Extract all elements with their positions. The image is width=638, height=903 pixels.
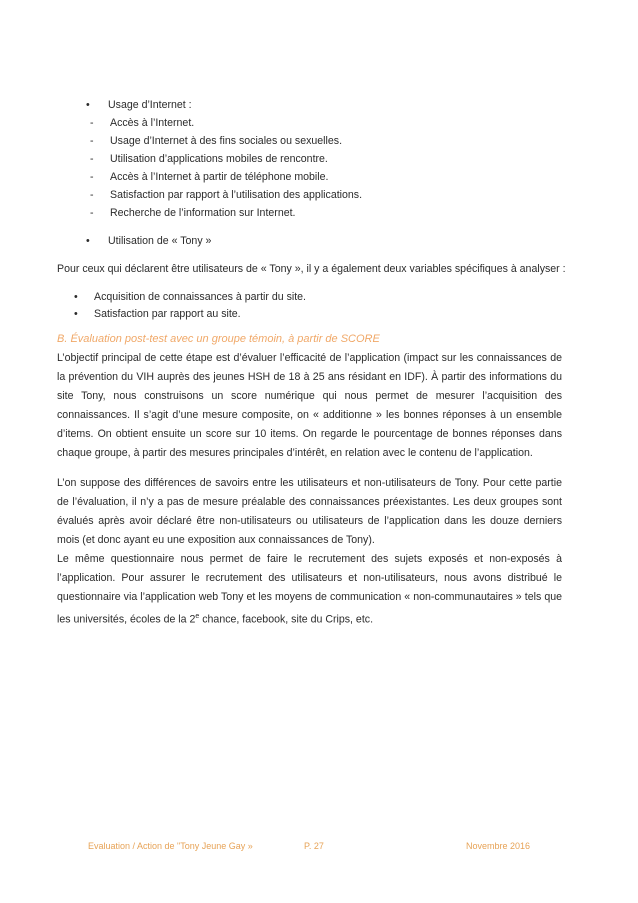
list-item-text: Accès à l’Internet à partir de téléphone mobile.: [110, 171, 329, 183]
paragraph-text-end: chance, facebook, site du Crips, etc.: [199, 613, 374, 626]
footer-title: Evaluation / Action de "Tony Jeune Gay »: [88, 841, 253, 851]
footer-date: Novembre 2016: [466, 841, 531, 851]
footer-page-number: P. 27: [304, 841, 324, 851]
dash-glyph: -: [90, 189, 94, 201]
list-item-text: Acquisition de connaissances à partir du site.: [94, 291, 306, 303]
bullet-glyph: •: [74, 291, 78, 303]
paragraph-text: Le même questionnaire nous permet de faire le recrutement des sujets exposés et non-exposés à l’application. Pour assurer le recrutement des utilisateurs et non-utilisateurs, nous avons distribué le questionnaire via l’application web Tony et les moyens de communication « non-communautaires » tels que les universités, écoles de la 2: [57, 553, 562, 626]
dash-glyph: -: [90, 171, 94, 183]
paragraph-recruitment: [57, 550, 562, 630]
list-item-text: Accès à l’Internet.: [110, 117, 195, 129]
dash-glyph: -: [90, 153, 94, 165]
list-item-text: Satisfaction par rapport au site.: [94, 308, 241, 320]
dash-glyph: -: [90, 207, 94, 219]
list-item-text: Usage d’Internet :: [108, 99, 192, 111]
dash-glyph: -: [90, 135, 94, 147]
paragraph-hypothesis: L’on suppose des différences de savoirs entre les utilisateurs et non-utilisateurs de Tony. Pour cette partie de l’évaluation, il n’y a pas de mesure préalable des connaissances préexistantes. Les deux groupes sont évalués après avoir déclaré être non-utilisateurs ou utilisateurs de l’application dans les douze derniers mois (et donc ayant eu une exposition aux connaissances de Tony).: [57, 477, 562, 546]
paragraph-objective: L’objectif principal de cette étape est d’évaluer l’efficacité de l’application (impact sur les connaissances de la prévention du VIH auprès des jeunes HSH de 18 à 25 ans résidant en IDF). À partir des informations du site Tony, nous construisons un score numérique qui nous permet de mesurer l’acquisition des connaissances. Il s’agit d’une mesure composite, on « additionne » les bonnes réponses à un ensemble d’items. On obtient ensuite un score sur 10 items. On regarde le pourcentage de bonnes réponses dans chaque groupe, à partir des mesures principales d’intérêt, en relation avec le contenu de l’application.: [57, 352, 562, 459]
superscript: e: [195, 613, 200, 620]
bullet-glyph: •: [74, 308, 78, 320]
dash-glyph: -: [90, 117, 94, 129]
intro-sentence: Pour ceux qui déclarent être utilisateurs de « Tony », il y a également deux variables spécifiques à analyser :: [57, 263, 566, 275]
bullet-glyph: •: [86, 99, 90, 111]
list-item-text: Satisfaction par rapport à l’utilisation des applications.: [110, 189, 363, 201]
list-item-text: Utilisation de « Tony »: [108, 235, 212, 247]
section-heading: B. Évaluation post-test avec un groupe témoin, à partir de SCORE: [57, 333, 380, 345]
list-item-text: Recherche de l’information sur Internet.: [110, 207, 296, 219]
bullet-glyph: •: [86, 235, 90, 247]
list-item-text: Usage d’Internet à des fins sociales ou sexuelles.: [110, 135, 343, 147]
list-item-text: Utilisation d’applications mobiles de rencontre.: [110, 153, 328, 165]
